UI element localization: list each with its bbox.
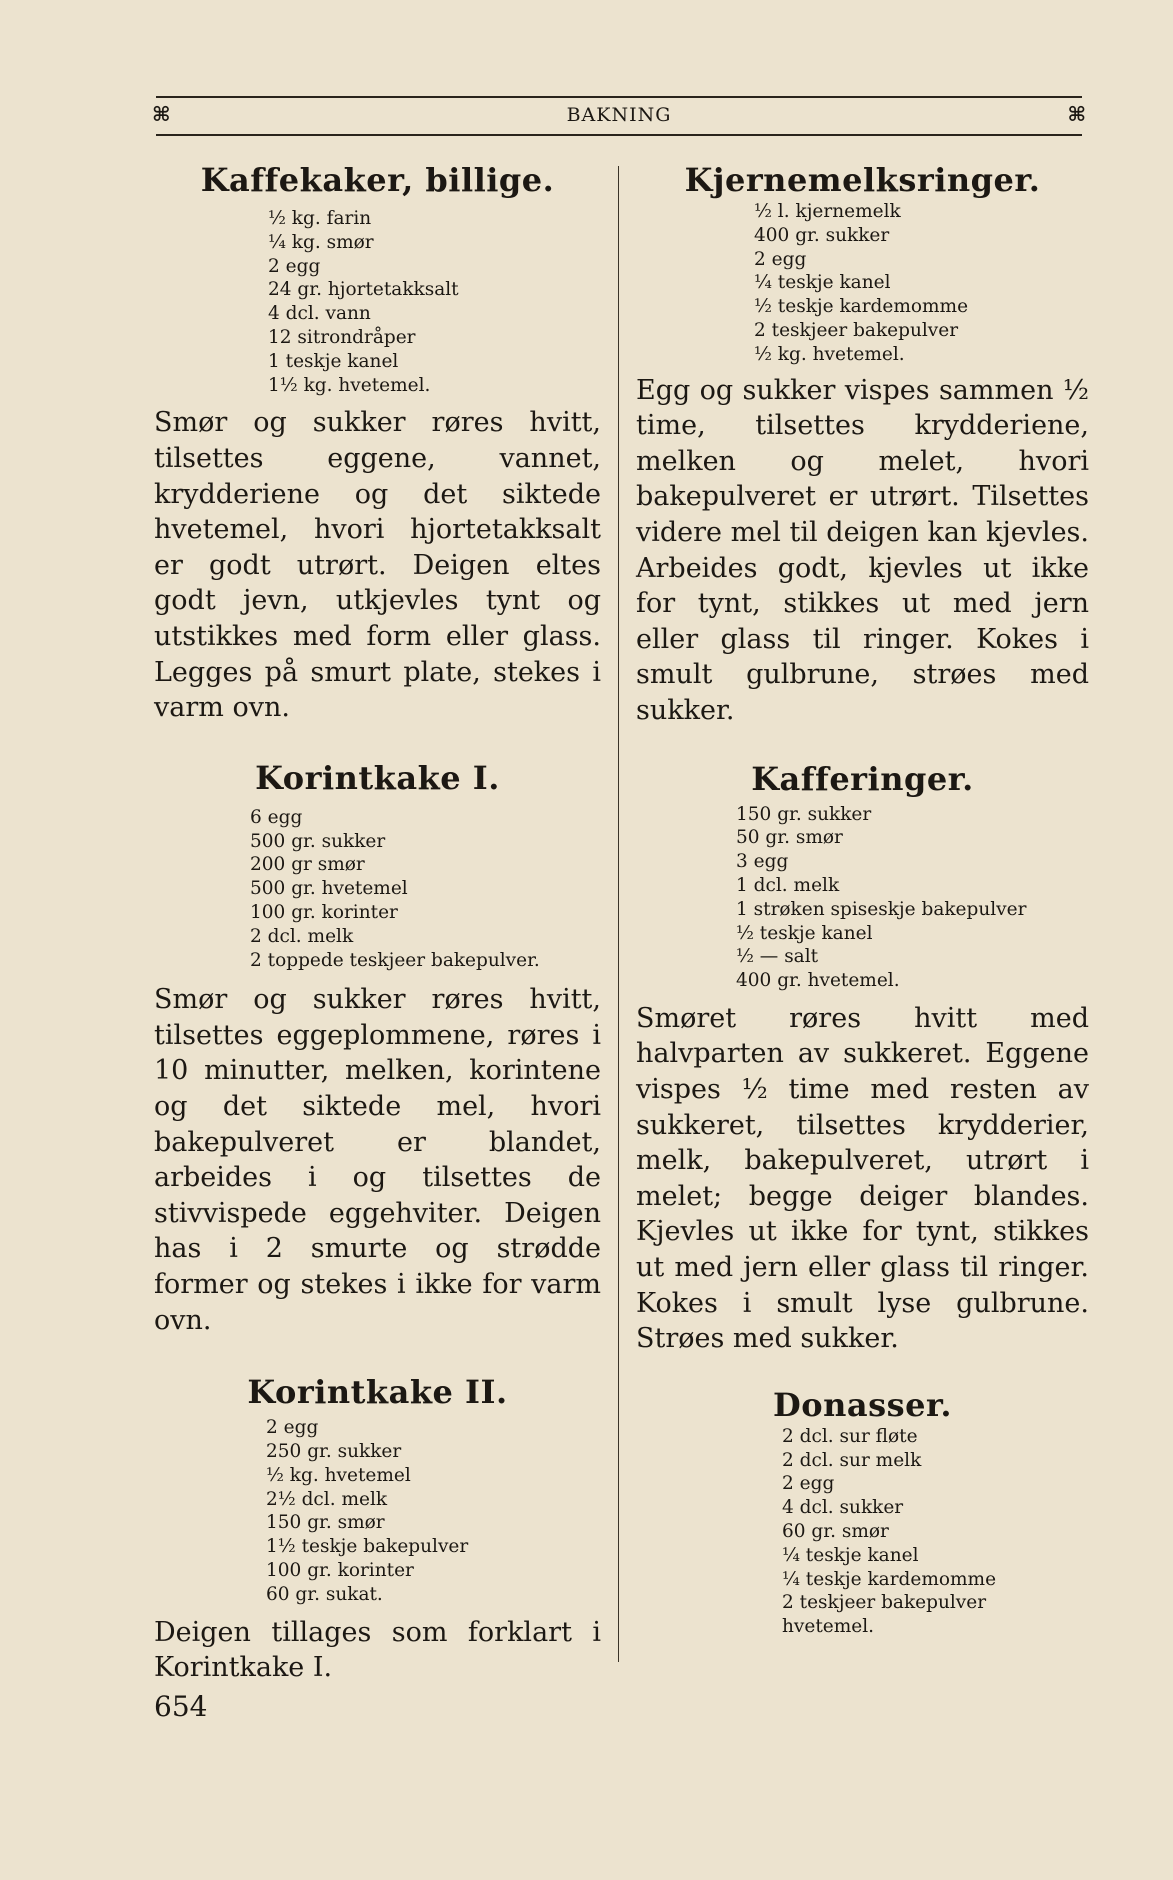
ingredient-list — [268, 207, 601, 397]
left-column — [154, 160, 601, 1686]
ingredient: hvetemel. — [782, 1616, 874, 1638]
recipe-korintkake-1 — [154, 758, 601, 1339]
header-title: BAKNING — [566, 104, 672, 126]
ingredient: ½ kg. hvetemel — [266, 1464, 411, 1486]
ingredient: 100 gr. korinter — [250, 901, 398, 923]
ingredient: ¼ teskje kardemomme — [782, 1568, 997, 1590]
ingredient-list — [782, 1425, 1089, 1639]
recipe-kafferinger — [636, 759, 1089, 1357]
ingredient: 250 gr. sukker — [266, 1441, 402, 1463]
ingredient: 6 egg — [250, 806, 303, 828]
recipe-donasser — [636, 1385, 1089, 1639]
ingredient-list — [736, 803, 1089, 993]
ingredient: 2 egg — [782, 1473, 835, 1495]
ingredient: ½ kg. hvetemel. — [754, 343, 905, 365]
ingredient: 2 dcl. melk — [250, 925, 354, 947]
ingredient: 1 dcl. melk — [736, 874, 840, 896]
recipe-title: Kjernemelksringer. — [684, 161, 1041, 199]
ingredient: 500 gr. hvetemel — [250, 878, 408, 900]
column-divider — [618, 166, 619, 1662]
recipe-instructions: Smøret røres hvitt med halvparten av sukkeret. Eggene vispes ½ time med resten av sukkeret, tilsettes krydderier, melk, bakepulveret, utrørt i melet; begge deiger blandes. Kjevles ut ikke for tynt, stikkes ut med jern eller glass til ringer. Kokes i smult lyse gulbrune. Strøes med sukker. — [636, 1002, 1089, 1355]
recipe-title: Kaffekaker, billige. — [200, 161, 555, 199]
header-ornament-left: ⌘ — [152, 102, 171, 126]
ingredient: 60 gr. sukat. — [266, 1583, 383, 1605]
ingredient: 400 gr. hvetemel. — [736, 970, 900, 992]
ingredient: 4 dcl. vann — [268, 303, 371, 325]
ingredient: ½ teskje kardemomme — [754, 296, 969, 318]
ingredient: 2 teskjeer bakepulver — [754, 319, 959, 341]
header-ornament-right: ⌘ — [1067, 102, 1086, 126]
ingredient: ½ — salt — [736, 946, 819, 968]
recipe-instructions: Deigen tillages som forklart i Korintkake I. — [154, 1616, 601, 1684]
recipe-kaffekaker — [154, 160, 601, 726]
ingredient: 2 teskjeer bakepulver — [782, 1592, 987, 1614]
ingredient: ¼ teskje kanel — [754, 272, 891, 294]
right-column — [636, 160, 1089, 1639]
ingredient: 50 gr. smør — [736, 827, 843, 849]
ingredient: 2 egg — [266, 1417, 319, 1439]
ingredient: 400 gr. sukker — [754, 224, 890, 246]
ingredient: 150 gr. smør — [266, 1512, 385, 1534]
ingredient: 200 gr smør — [250, 854, 365, 876]
running-header — [152, 96, 1086, 136]
ingredient: ¼ teskje kanel — [782, 1544, 919, 1566]
ingredient: ½ l. kjernemelk — [754, 201, 901, 222]
ingredient: 4 dcl. sukker — [782, 1497, 904, 1519]
ingredient: 24 gr. hjortetakksalt — [268, 279, 459, 301]
recipe-title: Korintkake II. — [247, 1373, 508, 1412]
ingredient: 2 egg — [754, 248, 807, 270]
ingredient: 150 gr. sukker — [736, 803, 872, 825]
recipe-instructions: Smør og sukker røres hvitt, tilsettes eggeplommene, røres i 10 minutter, melken, korintene og det siktede mel, hvori bakepulveret er blandet, arbeides i og tilsettes de stivvispede eggehviter. Deigen has i 2 smurte og strødde former og stekes i ikke for varm ovn. — [154, 984, 601, 1336]
ingredient: ½ kg. farin — [268, 208, 372, 229]
recipe-title: Korintkake I. — [255, 758, 500, 797]
ingredient: 12 sitrondråper — [268, 326, 416, 348]
ingredient: 2½ dcl. melk — [266, 1488, 388, 1510]
recipe-instructions: Egg og sukker vispes sammen ½ time, tilsettes krydderiene, melken og melet, hvori bakepulveret er utrørt. Tilsettes videre mel til deigen kan kjevles. Arbeides godt, kjevles ut ikke for tynt, stikkes ut med jern eller glass til ringer. Kokes i smult gulbrune, strøes med sukker. — [636, 374, 1089, 726]
ingredient: 60 gr. smør — [782, 1521, 889, 1543]
ingredient-list — [250, 806, 601, 973]
recipe-instructions: Smør og sukker røres hvitt, tilsettes eggene, vannet, krydderiene og det siktede hvetemel, hvori hjortetakksalt er godt utrørt. Deigen eltes godt jevn, utkjevles tynt og utstikkes med form eller glass. Legges på smurt plate, stekes i varm ovn. — [154, 407, 601, 724]
ingredient-list — [266, 1416, 601, 1606]
ingredient: 1 teskje kanel — [268, 350, 399, 372]
ingredient: 500 gr. sukker — [250, 830, 386, 852]
ingredient: 2 egg — [268, 255, 321, 277]
ingredient: 1½ teskje bakepulver — [266, 1536, 469, 1558]
recipe-kjernemelksringer — [636, 160, 1089, 729]
recipe-title: Donasser. — [772, 1385, 953, 1424]
ingredient: 100 gr. korinter — [266, 1560, 414, 1582]
ingredient: 3 egg — [736, 851, 789, 873]
ingredient: ¼ kg. smør — [268, 231, 374, 253]
ingredient: 2 dcl. sur fløte — [782, 1425, 918, 1447]
ingredient: 2 toppede teskjeer bakepulver. — [250, 949, 540, 971]
ingredient: 1 strøken spiseskje bakepulver — [736, 898, 1027, 920]
recipe-korintkake-2 — [154, 1372, 601, 1686]
ingredient: ½ teskje kanel — [736, 922, 873, 944]
ingredient: 1½ kg. hvetemel. — [268, 374, 431, 396]
ingredient-list — [754, 200, 1089, 367]
page-number: 654 — [154, 1690, 208, 1723]
recipe-title: Kafferinger. — [751, 759, 974, 798]
ingredient: 2 dcl. sur melk — [782, 1449, 922, 1471]
